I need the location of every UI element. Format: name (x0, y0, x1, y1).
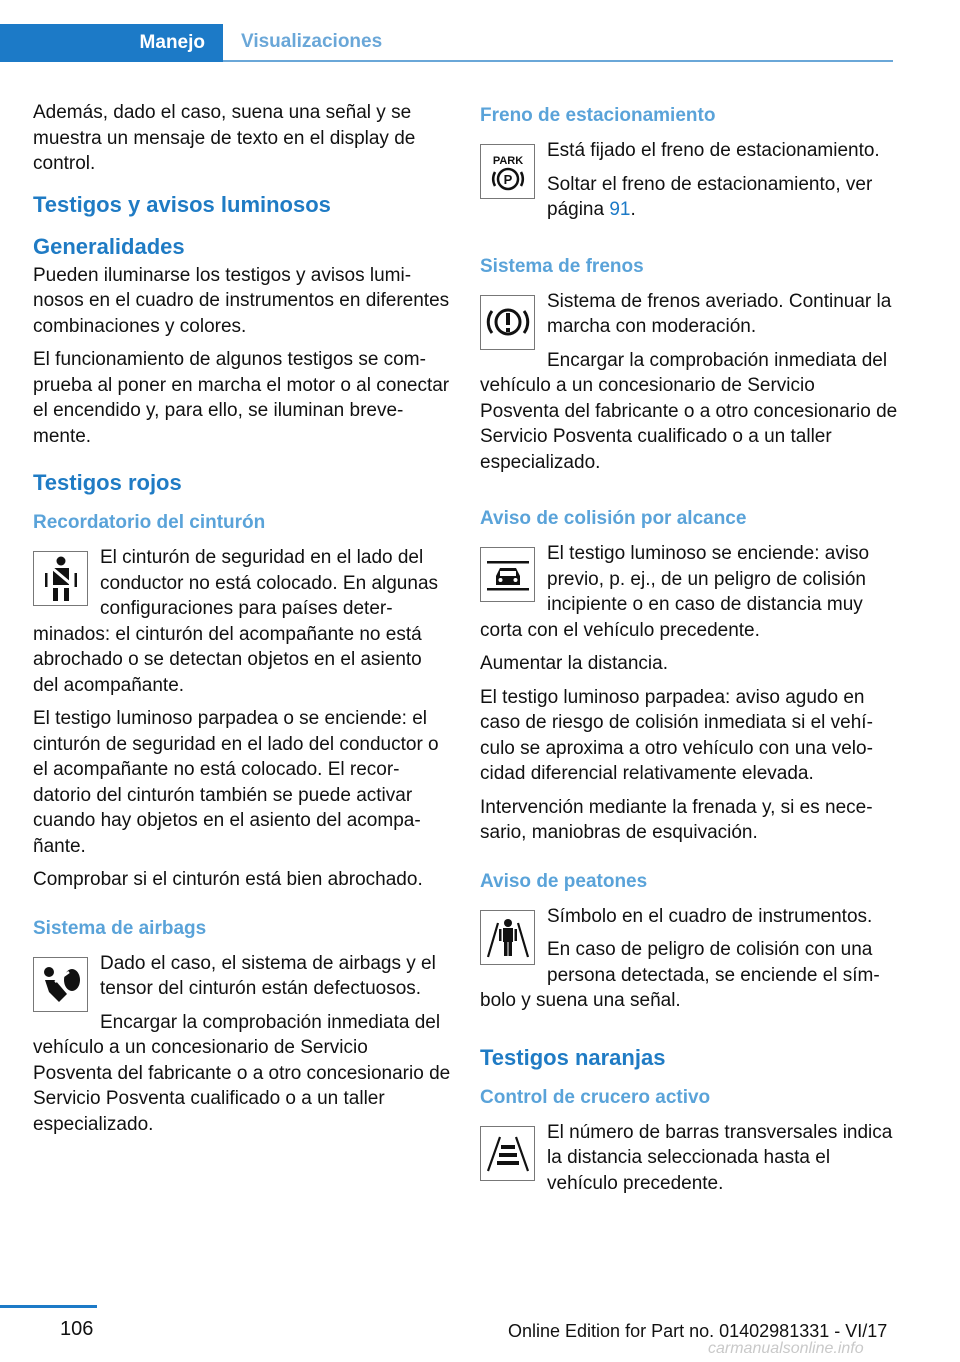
frenos-paragraph-2: Encargar la comprobación inmediata del vehículo a un concesionario de Servicio Posventa del fabricante o a otro concesionario de Servicio Posventa cualificado o a un taller especializado. (480, 349, 898, 473)
peatones-paragraph-1: Símbolo en el cuadro de instrumentos. (547, 905, 873, 927)
colision-paragraph-4: Intervención mediante la frenada y, si es necesario, maniobras de esquivación. (480, 796, 873, 843)
cinturon-block (33, 545, 451, 706)
generalidades-paragraph-2: El funcionamiento de algunos testigos se comprueba al poner en marcha el motor o al conectar el encendido y, para ello, se iluminan brevemente. (33, 349, 450, 447)
section-heading-testigos-naranjas: Testigos naranjas (480, 1044, 666, 1070)
freno-text: Soltar el freno de estacionamiento, ver página (547, 173, 873, 220)
frenos-paragraph-1: Sistema de frenos averiado. Continuar la marcha con moderación. (547, 290, 892, 337)
page-number: 106 (60, 1318, 94, 1340)
subheading-frenos: Sistema de frenos (480, 255, 644, 277)
section-heading-testigos: Testigos y avisos luminosos (33, 191, 331, 217)
airbags-block (33, 951, 451, 1146)
cruise-control-distance-icon (480, 1126, 535, 1181)
header-bar (0, 0, 960, 62)
freno-paragraph-1: Está fijado el freno de estacionamiento. (547, 140, 880, 161)
pedestrian-icon (480, 910, 535, 965)
subheading-freno: Freno de estacionamiento (480, 105, 716, 126)
edition-note: Online Edition for Part no. 01402981331 - VI/17 (508, 1321, 888, 1341)
right-column (480, 100, 898, 1204)
frenos-block (480, 289, 898, 484)
generalidades-paragraph-1: Pueden iluminarse los testigos y avisos luminosos en el cuadro de instrumentos en diferentes combinaciones y colores. (33, 264, 450, 337)
colision-paragraph-3: El testigo luminoso parpadea: aviso agudo en caso de riesgo de colisión inmediata si el vehículo se aproxima a otro vehículo con una velocidad diferencial relativamente elevada. (480, 686, 873, 784)
subheading-cinturon: Recordatorio del cinturón (33, 512, 266, 533)
park-brake-icon (480, 144, 535, 199)
left-column (33, 100, 451, 1145)
colision-block (480, 541, 898, 651)
freno-period: . (630, 199, 636, 220)
subheading-peatones: Aviso de peatones (480, 870, 648, 892)
seatbelt-icon (33, 551, 88, 606)
peatones-block (480, 904, 898, 1022)
cinturon-paragraph-1: El cinturón de seguridad en el lado del conductor no está colocado. En algunas configuraciones para países determinados: el cinturón del acompañante no está abrochado o se detectan objetos en el asiento del acompañante. (33, 547, 439, 696)
footer-accent-line (0, 1305, 97, 1308)
svg-text:PARK: PARK (492, 154, 523, 167)
tab-manejo[interactable]: Manejo (0, 24, 223, 62)
cinturon-paragraph-3: Comprobar si el cinturón está bien abrochado. (33, 869, 423, 890)
watermark: carmanualsonline.info (708, 1340, 864, 1357)
airbags-paragraph-1: Dado el caso, el sistema de airbags y el tensor del cinturón están defectuosos. (100, 952, 436, 999)
cinturon-paragraph-2: El testigo luminoso parpadea o se enciende: el cinturón de seguridad en el lado del conductor o el acompañante no está colocado. El recordatorio del cinturón también se puede activar cuando hay objetos en el asiento del acompañante. (33, 708, 439, 857)
subheading-colision: Aviso de colisión por alcance (480, 508, 747, 529)
colision-paragraph-2: Aumentar la distancia. (480, 653, 668, 674)
freno-paragraph-2 (480, 172, 898, 223)
section-heading-generalidades: Generalidades (33, 233, 185, 259)
crucero-paragraph-1: El número de barras transversales indica la distancia seleccionada hasta el vehículo precedente. (547, 1121, 893, 1194)
subheading-crucero: Control de crucero activo (480, 1086, 711, 1108)
colision-paragraph-1: El testigo luminoso se enciende: aviso previo, p. ej., de un peligro de colisión incipiente o en caso de distancia muy corta con el vehículo precedente. (480, 543, 870, 641)
brake-warning-icon (480, 295, 535, 350)
collision-warning-icon (480, 547, 535, 602)
subheading-airbags: Sistema de airbags (33, 917, 207, 939)
intro-paragraph: Además, dado el caso, suena una señal y se muestra un mensaje de texto en el display de control. (33, 102, 416, 174)
peatones-paragraph-2: En caso de peligro de colisión con una persona detectada, se enciende el símbolo y suena una señal. (480, 939, 880, 1011)
svg-text:P: P (503, 171, 512, 187)
section-heading-testigos-rojos: Testigos rojos (33, 470, 182, 495)
airbags-paragraph-2: Encargar la comprobación inmediata del vehículo a un concesionario de Servicio Posventa del fabricante o a otro concesionario de Servicio Posventa cualificado o a un taller especializado. (33, 1011, 451, 1135)
freno-block (480, 138, 898, 231)
crucero-block (480, 1120, 898, 1205)
page-link-91[interactable]: 91 (609, 199, 631, 220)
airbag-icon (33, 957, 88, 1012)
tab-visualizaciones[interactable]: Visualizaciones (223, 24, 893, 62)
